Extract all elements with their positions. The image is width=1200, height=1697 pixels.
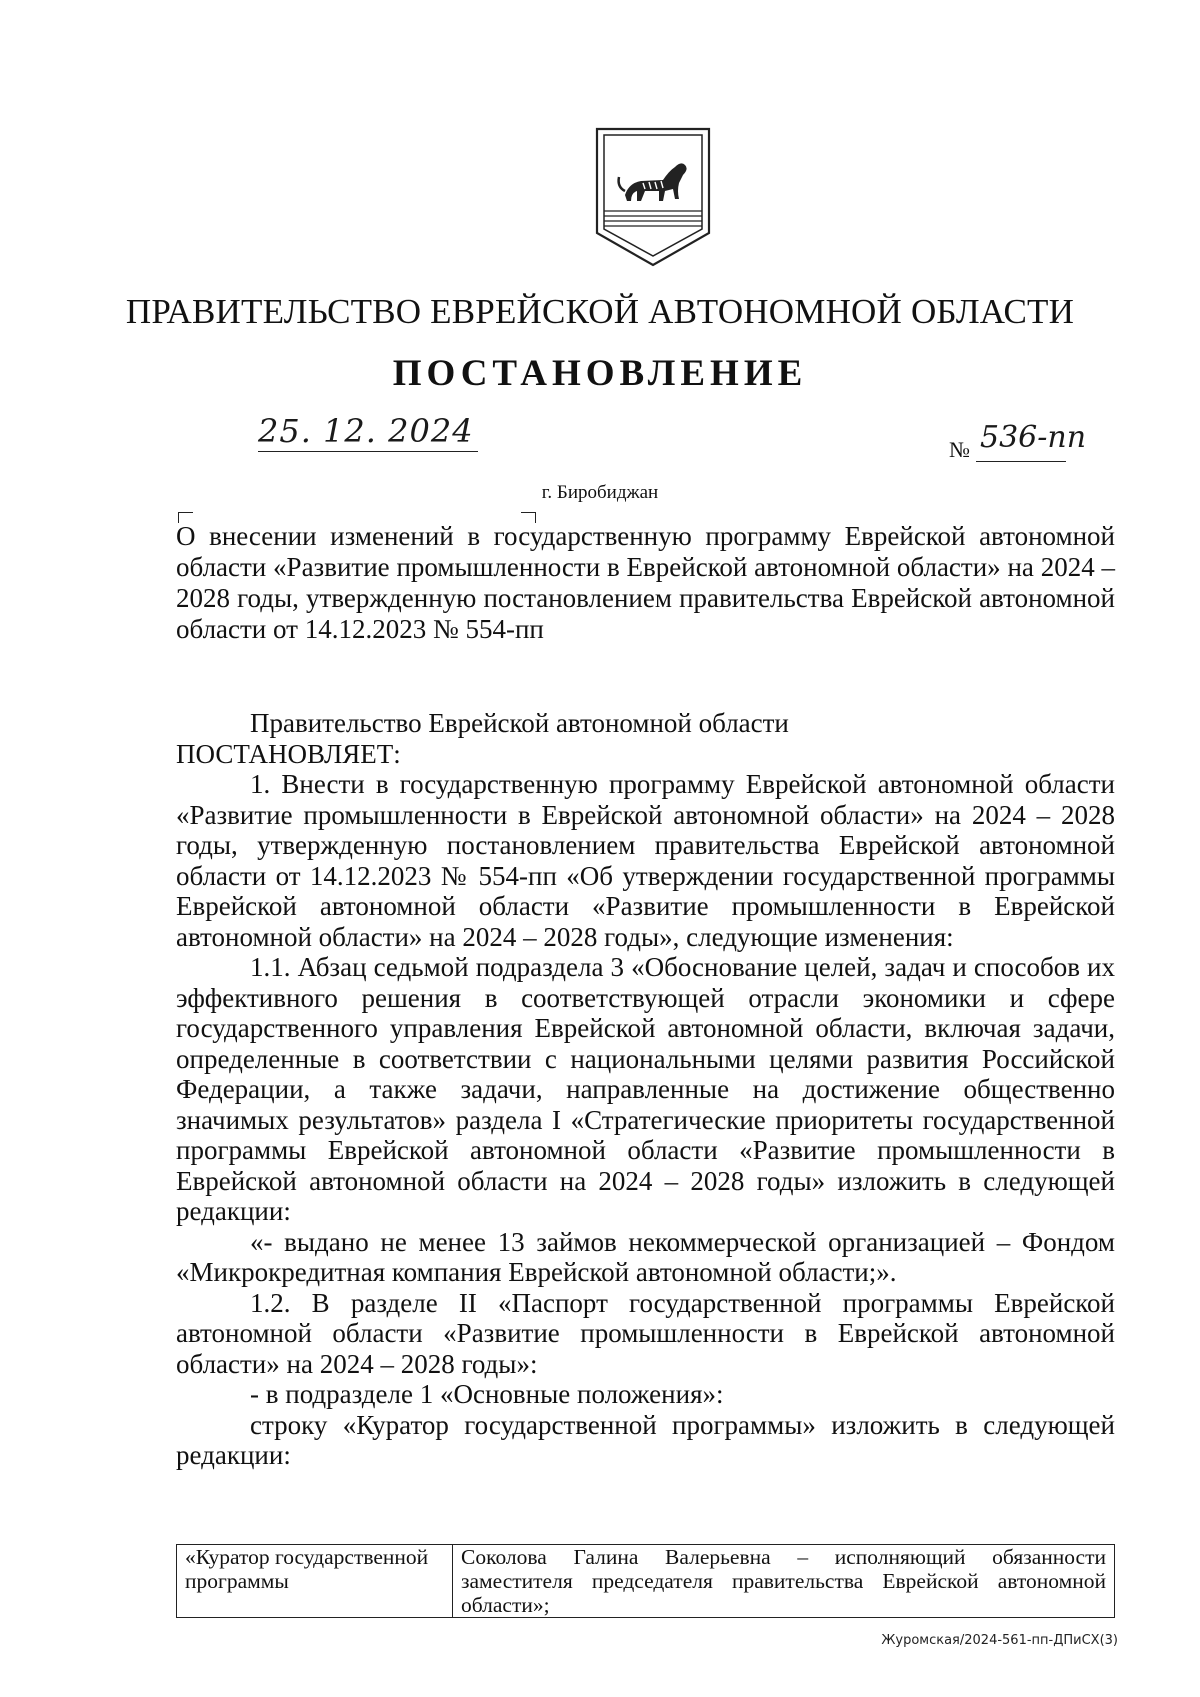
curator-label: «Куратор государственной программы (177, 1545, 453, 1618)
decree-subject: О внесении изменений в государственную программу Еврейской автономной области «Развитие промышленности в Еврейской автономной области» на 2024 – 2028 годы, утвержденную постановлением правительства Еврейской автономной области от 14.12.2023 № 554-пп (176, 521, 1115, 644)
paragraph-1: 1. Внести в государственную программу Еврейской автономной области «Развитие промышленности в Еврейской автономной области» на 2024 – 2028 годы, утвержденную постановлением правительства Еврейской автономной области от 14.12.2023 № 554-пп «Об утверждении государственной программы Еврейской автономной области «Развитие промышленности в Еврейской автономной области» на 2024 – 2028 годы», следующие изменения: (176, 769, 1115, 952)
curator-value: Соколова Галина Валерьевна – исполняющий обязанности заместителя председателя правительства Еврейской автономной области»; (453, 1545, 1115, 1618)
intro-line: Правительство Еврейской автономной области (250, 708, 789, 738)
city-name: г. Биробиджан (541, 482, 659, 503)
decree-body (176, 708, 1115, 1471)
footer-code: Журомская/2024-561-пп-ДПиСХ(3) (881, 1633, 1118, 1648)
paragraph-1-2: 1.2. В разделе II «Паспорт государственной программы Еврейской автономной области «Развитие промышленности в Еврейской автономной области» на 2024 – 2028 годы»: (176, 1287, 1115, 1379)
document-type: ПОСТАНОВЛЕНИЕ (392, 353, 808, 394)
decree-date: 25. 12. 2024 (258, 412, 474, 450)
government-title: ПРАВИТЕЛЬСТВО ЕВРЕЙСКОЙ АВТОНОМНОЙ ОБЛАСТИ (125, 292, 1075, 331)
paragraph-quote: «- выдано не менее 13 займов некоммерческой организацией – Фондом «Микрокредитная компания Еврейской автономной области;». (176, 1226, 1115, 1287)
number-label: № (949, 437, 970, 462)
date-underline (258, 451, 478, 452)
paragraph-row: строку «Куратор государственной программы» изложить в следующей редакции: (176, 1409, 1115, 1470)
decree-number: 536-пп (980, 420, 1087, 455)
number-underline (976, 461, 1066, 462)
emblem (593, 125, 713, 267)
coat-of-arms-icon (593, 125, 713, 267)
table-row (177, 1545, 1115, 1618)
curator-table (176, 1544, 1115, 1618)
decree-word: ПОСТАНОВЛЯЕТ: (176, 738, 401, 769)
paragraph-1-1: 1.1. Абзац седьмой подраздела 3 «Обоснование целей, задач и способов их эффективного решения в соответствующей отрасли экономики и сфере государственного управления Еврейской автономной области, включая задачи, определенные в соответствии с национальными целями развития Российской Федерации, а также задачи, направленные на достижение общественно значимых результатов» раздела I «Стратегические приоритеты государственной программы Еврейской автономной области «Развитие промышленности в Еврейской автономной области на 2024 – 2028 годы» изложить в следующей редакции: (176, 952, 1115, 1226)
paragraph-subsection: - в подразделе 1 «Основные положения»: (250, 1379, 724, 1409)
